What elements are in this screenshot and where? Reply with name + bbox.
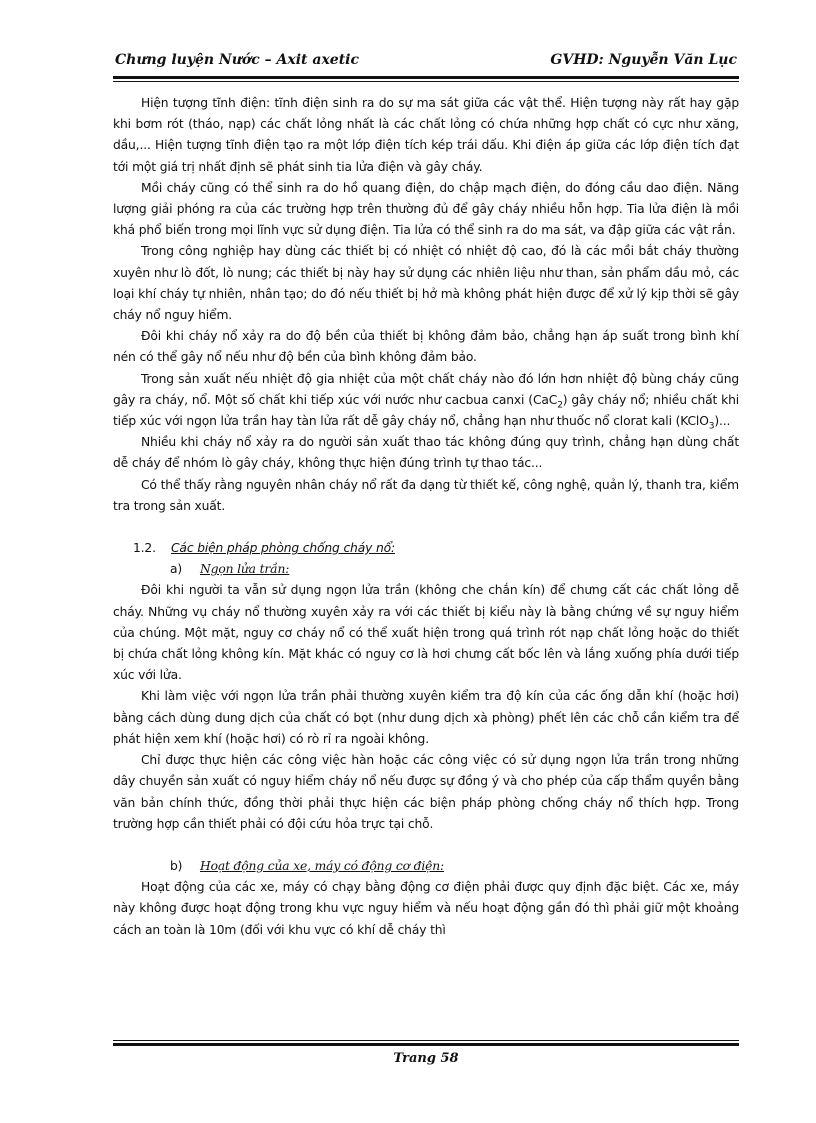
spacer — [113, 835, 739, 856]
subsection-heading-b — [113, 856, 739, 877]
header-rule-thin — [113, 81, 739, 82]
header-title: Chưng luyện Nước – Axit axetic — [115, 52, 360, 68]
paragraph: Có thể thấy rằng nguyên nhân cháy nổ rất đa dạng từ thiết kế, công nghệ, quản lý, thanh tra, kiểm tra trong sản xuất. — [113, 477, 739, 513]
paragraph: Hiện tượng tĩnh điện: tĩnh điện sinh ra do sự ma sát giữa các vật thể. Hiện tượng này rất hay gặp khi bơm rót (tháo, nạp) các chất lỏng nhất là các chất lỏng có chứa những hợp chất có cực như xăng, dầu,... Hiện tượng tĩnh điện tạo ra một lớp điện tích kép trái dấu. Khi điện áp giữa các lớp điện tích đạt tới một giá trị nhất định sẽ phát sinh tia lửa điện và gây cháy. — [113, 96, 739, 174]
section-heading — [113, 538, 739, 559]
subsection-title: Hoạt động của xe, máy có động cơ điện: — [200, 858, 445, 873]
subsection-mark: b) — [170, 858, 183, 873]
paragraph: Đôi khi cháy nổ xảy ra do độ bền của thiết bị không đảm bảo, chẳng hạn áp suất trong bình khí nén có thể gây nổ nếu như độ bền của bình không đảm bảo. — [113, 329, 739, 365]
paragraph: Trong công nghiệp hay dùng các thiết bị có nhiệt có nhiệt độ cao, đó là các mồi bắt cháy thường xuyên như lò đốt, lò nung; các thiết bị này hay sử dụng các nhiên liệu như than, sản phẩm dầu mỏ, các loại khí cháy tự nhiên, nhân tạo; do đó nếu thiết bị hở mà không phát hiện được để xử lý kịp thời sẽ gây cháy nổ nguy hiểm. — [113, 244, 739, 323]
subsection-heading-a — [113, 559, 739, 580]
paragraph-chemicals — [113, 369, 739, 433]
page-number: Trang 58 — [393, 1051, 459, 1066]
section-number: 1.2. — [133, 541, 156, 556]
text-run: ) gây cháy nổ; nhiều chất khi tiếp xúc với ngọn lửa trần hay tàn lửa rất dễ gây cháy nổ, chẳng hạn như thuốc nổ clorat kali (KClO — [113, 392, 739, 429]
footer-rule-thick — [113, 1043, 739, 1046]
header-rule-thick — [113, 76, 739, 79]
section-title: Các biện pháp phòng chống cháy nổ: — [171, 541, 395, 556]
subsection-mark: a) — [170, 562, 183, 577]
paragraph: Hoạt động của các xe, máy có chạy bằng động cơ điện phải được quy định đặc biệt. Các xe, máy này không được hoạt động trong khu vực nguy hiểm và nếu hoạt động gần đó thì phải giữ một khoảng cách an toàn là 10m (đối với khu vực có khí dễ cháy thì — [113, 880, 739, 937]
subscript: 2 — [557, 400, 563, 411]
header-supervisor: GVHD: Nguyễn Văn Lục — [550, 52, 737, 68]
paragraph: Nhiều khi cháy nổ xảy ra do người sản xuất thao tác không đúng quy trình, chẳng hạn dùng chất dễ cháy để nhóm lò gây cháy, không thực hiện đúng trình tự thao tác... — [113, 435, 739, 471]
paragraph: Đôi khi người ta vẫn sử dụng ngọn lửa trần (không che chắn kín) để chưng cất các chất lỏng dễ cháy. Những vụ cháy nổ thường xuyên xảy ra với các thiết bị kiểu này là bằng chứng về sự nguy hiểm của chúng. Một mặt, nguy cơ cháy nổ có thể xuất hiện trong quá trình rót nạp chất lỏng hoặc do thiết bị chứa chất lỏng không kín. Mặt khác có nguy cơ là hơi chưng cất bốc lên và lắng xuống phía dưới tiếp xúc với lửa. — [113, 583, 739, 683]
paragraph: Khi làm việc với ngọn lửa trần phải thường xuyên kiểm tra độ kín của các ống dẫn khí (hoặc hơi) bằng cách dùng dung dịch của chất có bọt (như dung dịch xà phòng) phết lên các chỗ cần kiểm tra để phát hiện xem khí (hoặc hơi) có rò rỉ ra ngoài không. — [113, 689, 739, 746]
text-run: Trong sản xuất nếu nhiệt độ gia nhiệt của một chất cháy nào đó lớn hơn nhiệt độ bùng cháy cũng gây ra cháy, nổ. Một số chất khi tiếp xúc với nước như cacbua canxi (CaC — [113, 371, 739, 407]
subsection-title: Ngọn lửa trần: — [200, 562, 290, 577]
footer-rule-thin — [113, 1040, 739, 1041]
page-header — [113, 48, 739, 74]
text-run: )... — [714, 414, 731, 429]
spacer — [113, 517, 739, 538]
paragraph: Mồi cháy cũng có thể sinh ra do hồ quang điện, do chập mạch điện, do đóng cầu dao điện. Năng lượng giải phóng ra của các trường hợp trên thường đủ để gây cháy nhiều hỗn hợp. Tia lửa điện là mồi khá phổ biến trong mọi lĩnh vực sử dụng điện. Tia lửa có thể sinh ra do ma sát, va đập giữa các vật rắn. — [113, 180, 739, 238]
paragraph: Chỉ được thực hiện các công việc hàn hoặc các công việc có sử dụng ngọn lửa trần trong những dây chuyền sản xuất có nguy hiểm cháy nổ nếu được sự đồng ý và cho phép của cấp thẩm quyền bằng văn bản chính thức, đồng thời phải thực hiện các biện pháp phòng chống cháy nổ thích hợp. Trong trường hợp cần thiết phải có đội cứu hỏa trực tại chỗ. — [113, 753, 739, 831]
page-body — [113, 93, 739, 941]
subscript: 3 — [708, 421, 715, 432]
